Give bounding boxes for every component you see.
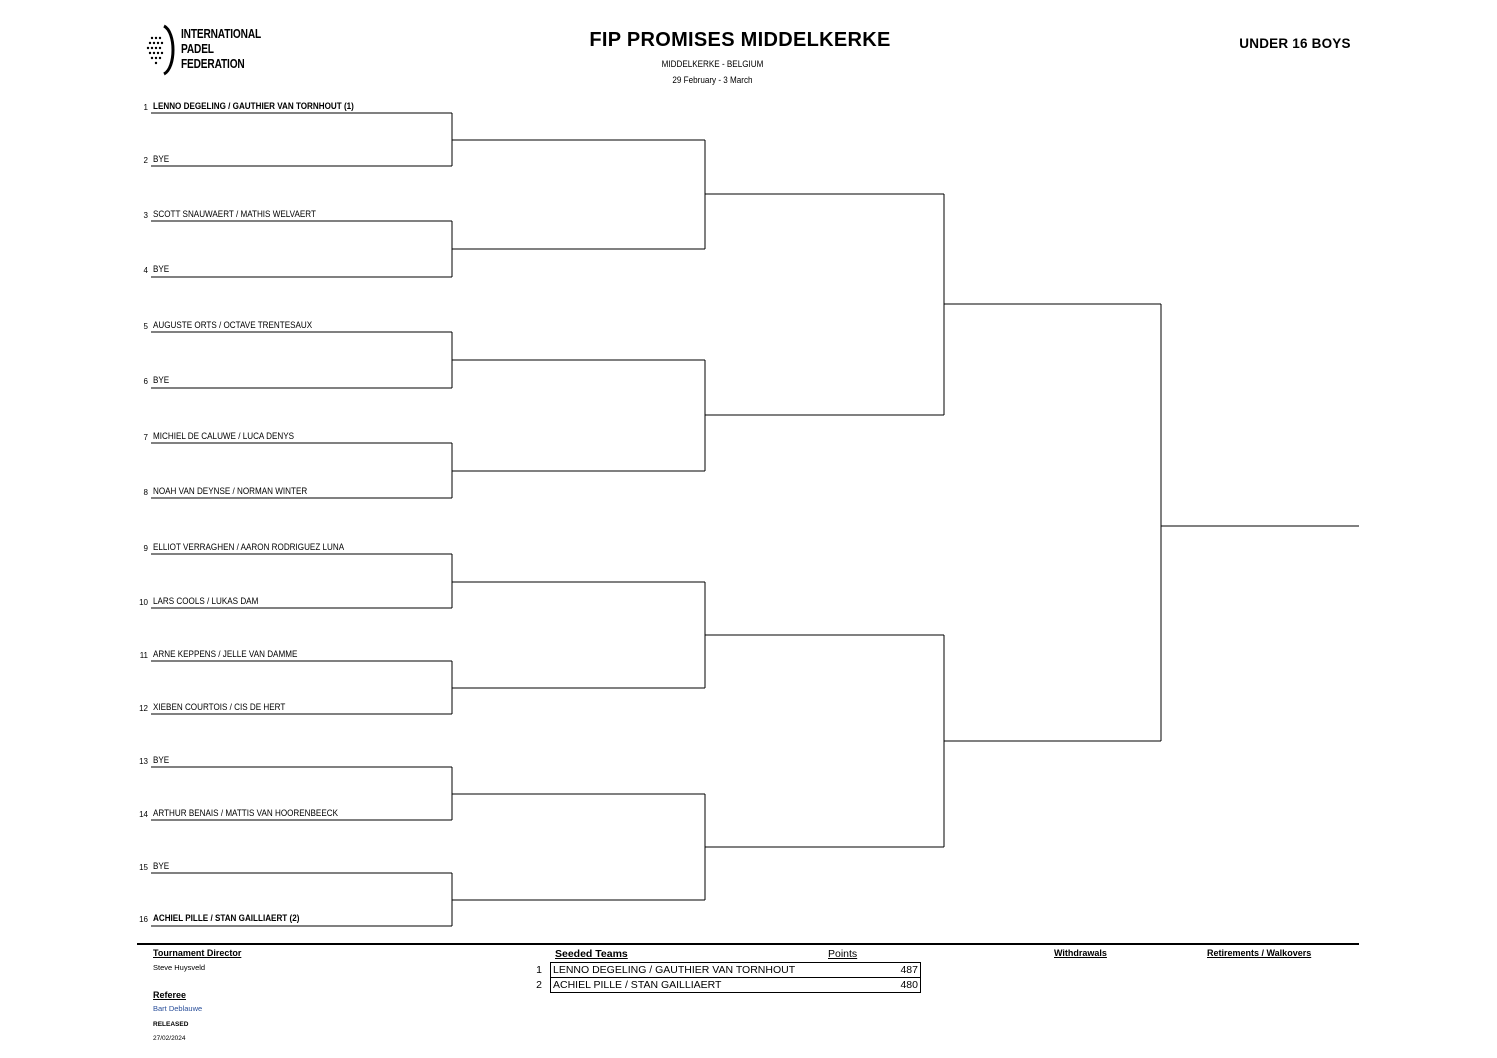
- draw-position-number: 8: [143, 488, 148, 497]
- draw-position-number: 4: [143, 266, 148, 275]
- draw-entry-name: SCOTT SNAUWAERT / MATHIS WELVAERT: [153, 209, 316, 219]
- seed-number: 2: [536, 979, 542, 991]
- draw-entry-name: ELLIOT VERRAGHEN / AARON RODRIGUEZ LUNA: [153, 542, 345, 552]
- draw-entry-name: BYE: [153, 861, 170, 871]
- draw-entry-name: LENNO DEGELING / GAUTHIER VAN TORNHOUT (1): [153, 101, 354, 111]
- logo-line-3: FEDERATION: [181, 56, 245, 71]
- draw-entry-name: BYE: [153, 264, 170, 274]
- draw-position-number: 1: [143, 103, 148, 112]
- table-row: [528, 978, 921, 993]
- draw-position-number: 14: [139, 810, 148, 819]
- seed-points: 487: [871, 963, 921, 978]
- director-heading: Tournament Director: [153, 948, 242, 958]
- released-label: RELEASED: [153, 1021, 189, 1028]
- logo-line-2: PADEL: [181, 41, 214, 56]
- logo-line-1: INTERNATIONAL: [181, 26, 262, 41]
- draw-position-number: 3: [143, 211, 148, 220]
- seeded-teams-heading: Seeded Teams: [555, 948, 628, 960]
- draw-entry-name: ARNE KEPPENS / JELLE VAN DAMME: [153, 649, 298, 659]
- draw-position-number: 15: [139, 863, 148, 872]
- withdrawals-heading: Withdrawals: [1054, 948, 1107, 958]
- draw-position-number: 7: [143, 433, 148, 442]
- draw-position-number: 12: [139, 704, 148, 713]
- draw-position-number: 9: [143, 544, 148, 553]
- draw-position-number: 16: [139, 915, 148, 924]
- draw-entry-name: MICHIEL DE CALUWE / LUCA DENYS: [153, 431, 295, 441]
- director-name: Steve Huysveld: [153, 963, 206, 972]
- draw-entry-name: LARS COOLS / LUKAS DAM: [153, 596, 259, 606]
- seed-team: ACHIEL PILLE / STAN GAILLIAERT: [551, 978, 872, 993]
- tournament-location: MIDDELKERKE - BELGIUM: [661, 59, 764, 69]
- draw-position-number: 2: [143, 156, 148, 165]
- seed-points: 480: [871, 978, 921, 993]
- draw-entry-name: ARTHUR BENAIS / MATTIS VAN HOORENBEECK: [153, 808, 338, 818]
- seeded-teams-table: [528, 962, 921, 993]
- seed-number: 1: [536, 964, 542, 976]
- draw-entry-name: ACHIEL PILLE / STAN GAILLIAERT (2): [153, 913, 300, 923]
- footer-divider: [137, 943, 1359, 945]
- draw-entry-name: BYE: [153, 154, 170, 164]
- draw-entry-name: NOAH VAN DEYNSE / NORMAN WINTER: [153, 486, 308, 496]
- released-date: 27/02/2024: [153, 1035, 186, 1042]
- table-row: [528, 963, 921, 978]
- draw-entry-name: BYE: [153, 755, 170, 765]
- draw-position-number: 13: [139, 757, 148, 766]
- draw-entry-name: XIEBEN COURTOIS / CIS DE HERT: [153, 702, 286, 712]
- points-heading: Points: [828, 948, 858, 960]
- tournament-title: FIP PROMISES MIDDELKERKE: [589, 29, 891, 51]
- tournament-dates: 29 February - 3 March: [672, 75, 753, 85]
- seed-team: LENNO DEGELING / GAUTHIER VAN TORNHOUT: [551, 963, 872, 978]
- draw-position-number: 5: [143, 322, 148, 331]
- draw-position-number: 11: [139, 651, 148, 660]
- draw-category: UNDER 16 BOYS: [1239, 36, 1351, 51]
- retirements-heading: Retirements / Walkovers: [1207, 948, 1312, 958]
- draw-entry-name: AUGUSTE ORTS / OCTAVE TRENTESAUX: [153, 320, 313, 330]
- draw-position-number: 10: [139, 598, 148, 607]
- draw-position-number: 6: [143, 377, 148, 386]
- referee-heading: Referee: [153, 990, 187, 1000]
- draw-entry-name: BYE: [153, 375, 170, 385]
- referee-name: Bart Deblauwe: [153, 1004, 203, 1013]
